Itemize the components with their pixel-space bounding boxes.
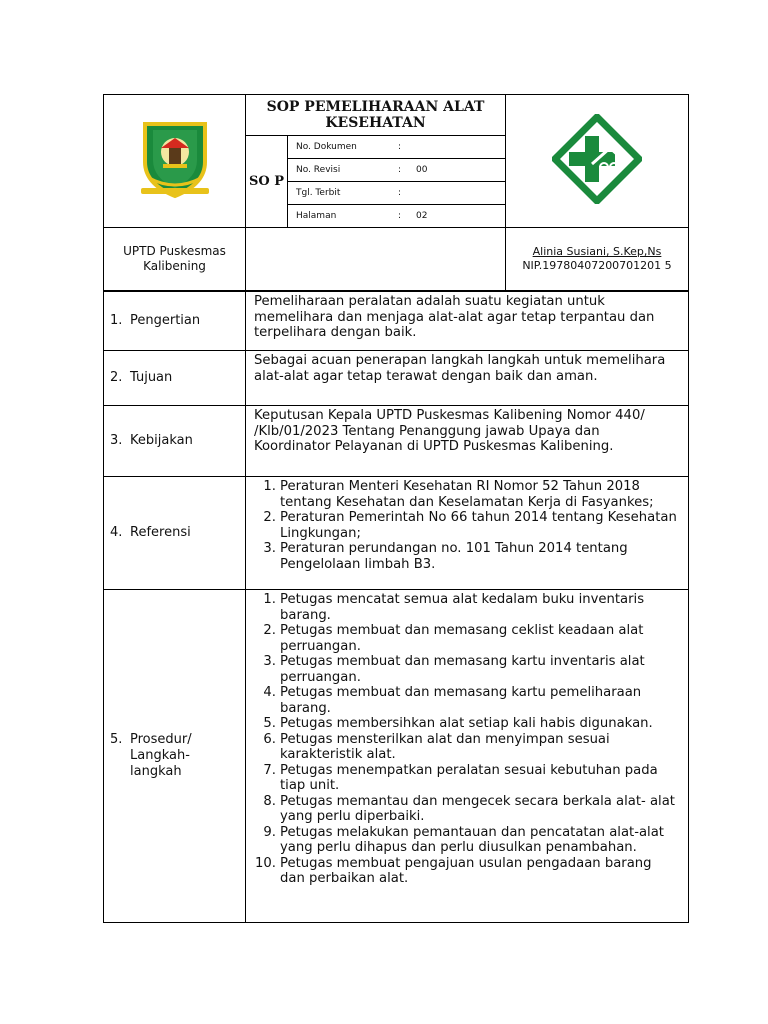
procedure-list-cell [246, 590, 689, 923]
section-label: Prosedur/ Langkah-langkah [130, 732, 192, 779]
list-item: 10. Petugas membuat pengajuan usulan pengadaan barang dan perbaikan alat. [255, 855, 652, 886]
section-label: Tujuan [130, 370, 173, 385]
procedure-list [254, 592, 680, 887]
sop-body-table [103, 291, 689, 923]
section-text: Pemeliharaan peralatan adalah suatu kegiatan untuk memelihara dan menjaga alat-alat agar tetap terpantau dan terpelihara dengan baik. [246, 292, 689, 351]
meta-label: No. Revisi [296, 165, 341, 175]
reference-list [254, 479, 680, 572]
list-item: 2. Peraturan Pemerintah No 66 tahun 2014 tentang Kesehatan Lingkungan; [263, 510, 677, 541]
list-item: 9. Petugas melakukan pemantauan dan pencatatan alat-alat yang perlu dihapus dan perlu diusulkan penambahan. [263, 824, 664, 855]
meta-label: Halaman [296, 211, 337, 221]
section-label: Pengertian [130, 313, 201, 328]
meta-label: No. Dokumen [296, 142, 357, 152]
meta-label: Tgl. Terbit [296, 188, 341, 198]
list-item: 2. Petugas membuat dan memasang ceklist keadaan alat perruangan. [263, 623, 644, 654]
list-item: 1. Peraturan Menteri Kesehatan RI Nomor 52 Tahun 2018 tentang Kesehatan dan Keselamatan Kerja di Fasyankes; [263, 479, 654, 510]
list-item: 4. Petugas membuat dan memasang kartu pemeliharaan barang. [263, 685, 642, 716]
section-text: Keputusan Kepala UPTD Puskesmas Kalibening Nomor 440/ /Klb/01/2023 Tentang Penanggung jawab Upaya dan Koordinator Pelayanan di UPTD Puskesmas Kalibening. [246, 406, 689, 477]
list-item: 6. Petugas mensterilkan alat dan menyimpan sesuai karakteristik alat. [263, 731, 610, 762]
sop-document [103, 94, 688, 923]
list-item: 5. Petugas membersihkan alat setiap kali habis digunakan. [263, 716, 653, 731]
sop-header-table [103, 94, 689, 291]
section-label: Kebijakan [130, 433, 193, 448]
document-title: SOP PEMELIHARAAN ALAT KESEHATAN [246, 95, 506, 136]
list-item: 8. Petugas memantau dan mengecek secara berkala alat- alat yang perlu diperbaiki. [263, 793, 675, 824]
signatory [506, 228, 689, 291]
list-item: 3. Peraturan perundangan no. 101 Tahun 2014 tentang Pengelolaan limbah B3. [263, 541, 628, 572]
meta-value: 02 [416, 211, 428, 221]
signatory-name: Alinia Susiani, S.Kep,Ns [532, 245, 662, 258]
regency-emblem-logo [135, 118, 215, 200]
blank-cell [246, 228, 506, 291]
list-item: 1. Petugas mencatat semua alat kedalam buku inventaris barang. [263, 592, 645, 623]
section-pengertian: 1. Pengertian Pemeliharaan peralatan adalah suatu kegiatan untuk memelihara dan menjaga alat-alat agar tetap terpantau dan terpelihara dengan baik. [104, 292, 689, 351]
section-prosedur: 5. Prosedur/ Langkah-langkah 1. Petugas mencatat semua alat kedalam buku inventaris barang. 2. Petugas membuat dan memasang ceklist keadaan alat perruangan. 3. Petugas membuat dan memasang kartu inventaris alat perruangan. 4. Petugas membuat dan memasang kartu pemeliharaan barang. 5. Petugas membersihkan alat setiap kali habis digunakan. 6. Petugas mensterilkan alat dan menyimpan sesuai karakteristik alat. 7. Petugas menempatkan peralatan sesuai kebutuhan pada tiap unit. 8. Petugas memantau dan mengecek secara berkala alat- alat yang perlu diperbaiki. 9. Petugas melakukan pemantauan dan pencatatan alat-alat yang perlu dihapus dan perlu diusulkan penambahan. 10. Petugas membuat pengajuan usulan pengadaan barang dan perbaikan alat. [104, 590, 689, 923]
meta-value: 00 [416, 165, 428, 175]
sop-label: SO P [246, 136, 288, 228]
reference-list-cell [246, 477, 689, 590]
section-referensi: 4. Referensi 1. Peraturan Menteri Kesehatan RI Nomor 52 Tahun 2018 tentang Kesehatan dan Keselamatan Kerja di Fasyankes; 2. Peraturan Pemerintah No 66 tahun 2014 tentang Kesehatan Lingkungan; 3. Peraturan perundangan no. 101 Tahun 2014 tentang Pengelolaan limbah B3. [104, 477, 689, 590]
section-tujuan: 2. Tujuan Sebagai acuan penerapan langkah langkah untuk memelihara alat-alat agar tetap terawat dengan baik dan aman. [104, 351, 689, 406]
section-text: Sebagai acuan penerapan langkah langkah untuk memelihara alat-alat agar tetap terawat dengan baik dan aman. [246, 351, 689, 406]
regency-logo-cell [104, 95, 246, 228]
list-item: 3. Petugas membuat dan memasang kartu inventaris alat perruangan. [263, 654, 645, 685]
section-kebijakan: 3. Kebijakan Keputusan Kepala UPTD Puskesmas Kalibening Nomor 440/ /Klb/01/2023 Tentang Penanggung jawab Upaya dan Koordinator Pelayanan di UPTD Puskesmas Kalibening. [104, 406, 689, 477]
section-label: Referensi [130, 525, 191, 540]
organization-name: UPTD Puskesmas Kalibening [104, 228, 246, 291]
puskesmas-logo-cell [506, 95, 689, 228]
document-meta: No. Dokumen : No. Revisi : 00 Tgl. Terbit : Halaman : 02 [288, 136, 506, 228]
list-item: 7. Petugas menempatkan peralatan sesuai kebutuhan pada tiap unit. [263, 762, 658, 793]
signatory-nip: NIP.19780407200701201 5 [522, 259, 672, 272]
puskesmas-logo [552, 114, 642, 204]
